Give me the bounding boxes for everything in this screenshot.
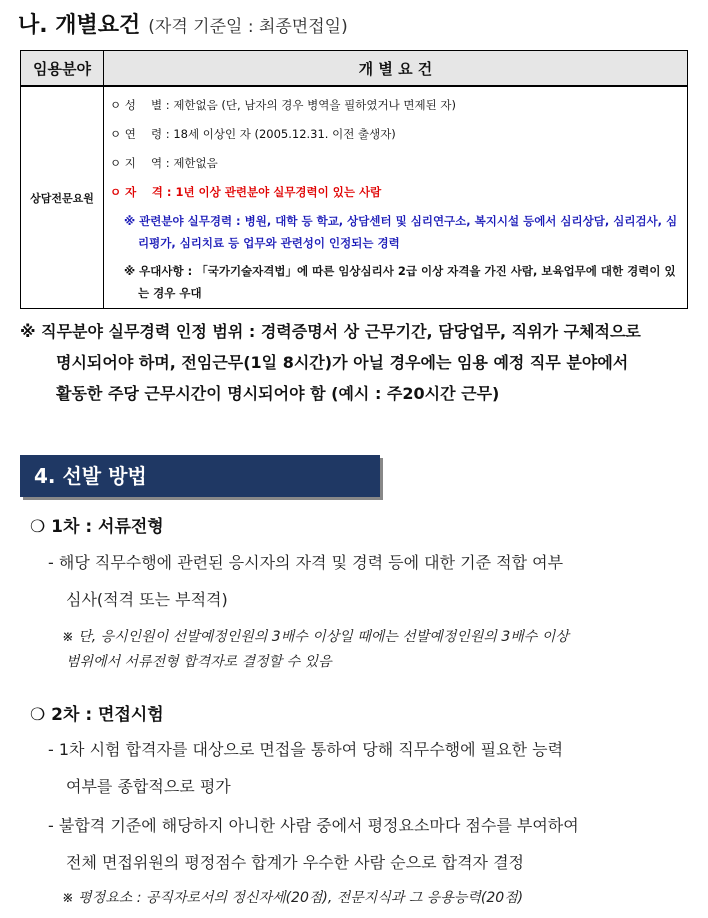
req-gender: ㅇ 성 별 : 제한없음 (단, 남자의 경우 병역을 필하였거나 면제된 자): [110, 98, 456, 112]
heading-title: 나. 개별요건: [18, 13, 141, 38]
step2-description-1: [48, 731, 692, 805]
step1-description: [48, 544, 692, 618]
experience-note: [20, 316, 692, 409]
field-cell: 상담전문요원: [21, 86, 104, 309]
table-header-row: [21, 51, 688, 87]
col-header-requirements: 개 별 요 건: [104, 51, 688, 87]
step1-desc-line1: - 해당 직무수행에 관련된 응시자의 자격 및 경력 등에 대한 기준 적합 여부: [48, 553, 564, 572]
table-row: [21, 86, 688, 309]
step2-description-2: [48, 807, 692, 881]
experience-note-line3: 활동한 주당 근무시간이 명시되어야 함 (예시 : 주20시간 근무): [56, 384, 500, 403]
note-related-experience: ※ 관련분야 실무경력 : 병원, 대학 등 학교, 상담센터 및 심리연구소, 복지시설 등에서 심리상담, 심리검사, 심리평가, 심리치료 등 업무와 관련성이 인정되는 경력: [124, 214, 678, 250]
note-preference: ※ 우대사항 : 「국가기술자격법」에 따른 임상심리사 2급 이상 자격을 가진 사람, 보육업무에 대한 경력이 있는 경우 우대: [124, 264, 676, 300]
section-title-bar: 4. 선발 방법: [20, 455, 380, 497]
step1-note-line2: 범위에서 서류전형 합격자로 결정할 수 있음: [66, 654, 332, 670]
section-heading: [18, 8, 348, 39]
step2-desc2-line2: 전체 면접위원의 평정점수 합계가 우수한 사람 순으로 합격자 결정: [66, 853, 525, 872]
step2-desc2-line1: - 불합격 기준에 해당하지 아니한 사람 중에서 평정요소마다 점수를 부여하여: [48, 816, 579, 835]
req-age: ㅇ 연 령 : 18세 이상인 자 (2005.12.31. 이전 출생자): [110, 127, 396, 141]
step2-note: ※ 평정요소 : 공직자로서의 정신자세(20점), 전문지식과 그 응용능력(20점): [62, 890, 524, 906]
requirements-table: [20, 50, 688, 309]
step1-title: ❍ 1차 : 서류전형: [30, 517, 164, 537]
requirements-cell: [104, 86, 688, 309]
col-header-field: 임용분야: [21, 51, 104, 87]
heading-subtitle: (자격 기준일 : 최종면접일): [148, 17, 348, 37]
step1-desc-line2: 심사(적격 또는 부적격): [66, 590, 228, 609]
step2-desc1-line2: 여부를 종합적으로 평가: [66, 777, 231, 796]
step1-note-line1: ※ 단, 응시인원이 선발예정인원의 3배수 이상일 때에는 선발예정인원의 3배수 이상: [62, 629, 569, 645]
experience-note-line1: ※ 직무분야 실무경력 인정 범위 : 경력증명서 상 근무기간, 담당업무, 직위가 구체적으로: [20, 322, 641, 341]
step1-note: [62, 625, 692, 675]
step2-desc1-line1: - 1차 시험 합격자를 대상으로 면접을 통하여 당해 직무수행에 필요한 능력: [48, 740, 564, 759]
req-region: ㅇ 지 역 : 제한없음: [110, 156, 218, 170]
req-qualification: ㅇ 자 격 : 1년 이상 관련분야 실무경력이 있는 사람: [110, 185, 382, 199]
step2-title: ❍ 2차 : 면접시험: [30, 705, 164, 725]
experience-note-line2: 명시되어야 하며, 전임근무(1일 8시간)가 아닐 경우에는 임용 예정 직무 분야에서: [56, 353, 629, 372]
